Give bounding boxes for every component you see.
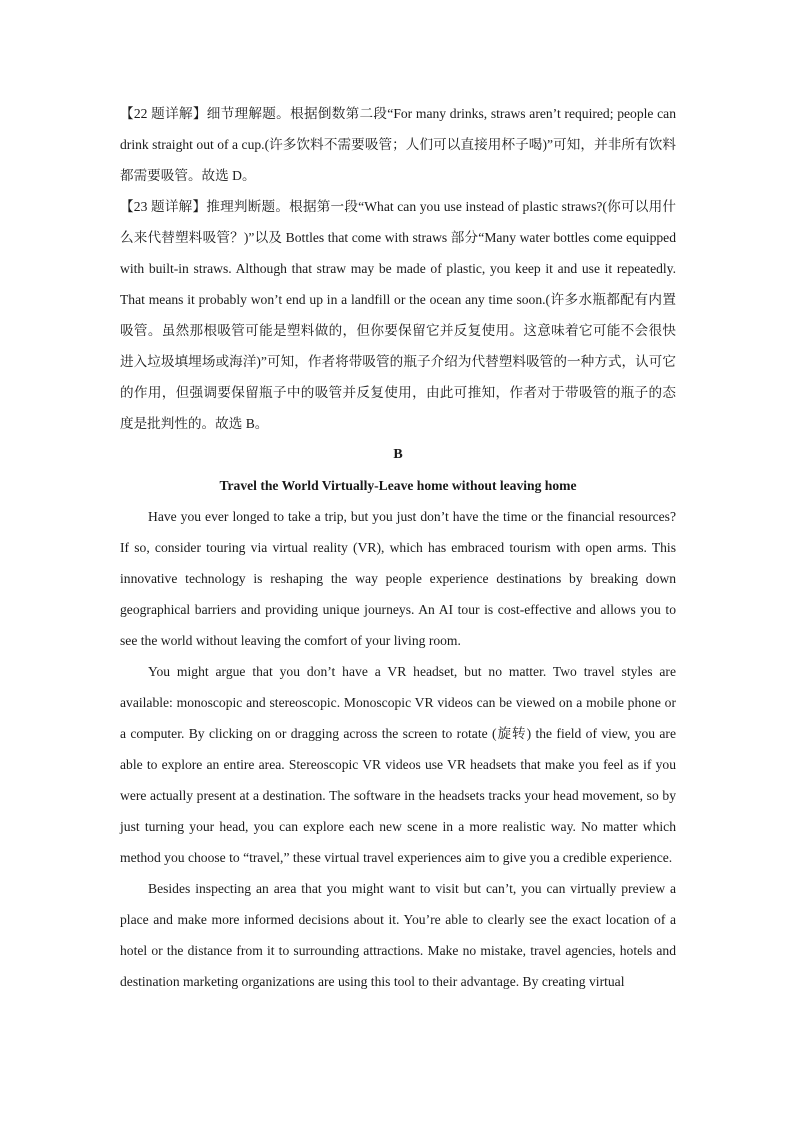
article-title: Travel the World Virtually-Leave home without leaving home (219, 478, 577, 493)
passage-paragraph-3: Besides inspecting an area that you might want to visit but can’t, you can virtually preview a place and make more informed decisions about it. You’re able to clearly see the exact location of a hotel or the distance from it to surrounding attractions. Make no mistake, travel agencies, hotels and destination marketing organizations are using this tool to their advantage. By creating virtual (120, 881, 676, 989)
passage-paragraph-2: You might argue that you don’t have a VR headset, but no matter. Two travel styles are available: monoscopic and stereoscopic. Monoscopic VR videos can be viewed on a mobile phone or a computer. By clicking on or dragging across the screen to rotate (旋转) the field of view, you are able to explore an entire area. Stereoscopic VR videos use VR headsets that make you feel as if you were actually present at a destination. The software in the headsets tracks your head movement, so by just turning your head, you can explore each new scene in a more realistic way. No matter which method you choose to “travel,” these virtual travel experiences aim to give you a credible experience. (120, 664, 676, 865)
document-page (120, 98, 676, 997)
answer-explanation-23: 【23 题详解】推理判断题。根据第一段“What can you use instead of plastic straws?(你可以用什么来代替塑料吸管？)”以及 Bottles that come with straws 部分“Many water bottles come equipped with built-in straws. Although that straw may be made of plastic, you keep it and use it repeatedly. That means it probably won’t end up in a landfill or the ocean any time soon.(许多水瓶都配有内置吸管。虽然那根吸管可能是塑料做的，但你要保留它并反复使用。这意味着它可能不会很快进入垃圾填埋场或海洋)”可知，作者将带吸管的瓶子介绍为代替塑料吸管的一种方式，认可它的作用，但强调要保留瓶子中的吸管并反复使用，由此可推知，作者对于带吸管的瓶子的态度是批判性的。故选 B。 (120, 199, 676, 431)
section-letter: B (393, 447, 403, 462)
passage-paragraph-1: Have you ever longed to take a trip, but you just don’t have the time or the financial resources? If so, consider touring via virtual reality (VR), which has embraced tourism with open arms. This innovative technology is reshaping the way people experience destinations by breaking down geographical barriers and providing unique journeys. An AI tour is cost-effective and allows you to see the world without leaving the comfort of your living room. (120, 509, 676, 648)
answer-explanation-22: 【22 题详解】细节理解题。根据倒数第二段“For many drinks, straws aren’t required; people can drink straight out of a cup.(许多饮料不需要吸管；人们可以直接用杯子喝)”可知，并非所有饮料都需要吸管。故选 D。 (120, 106, 676, 183)
